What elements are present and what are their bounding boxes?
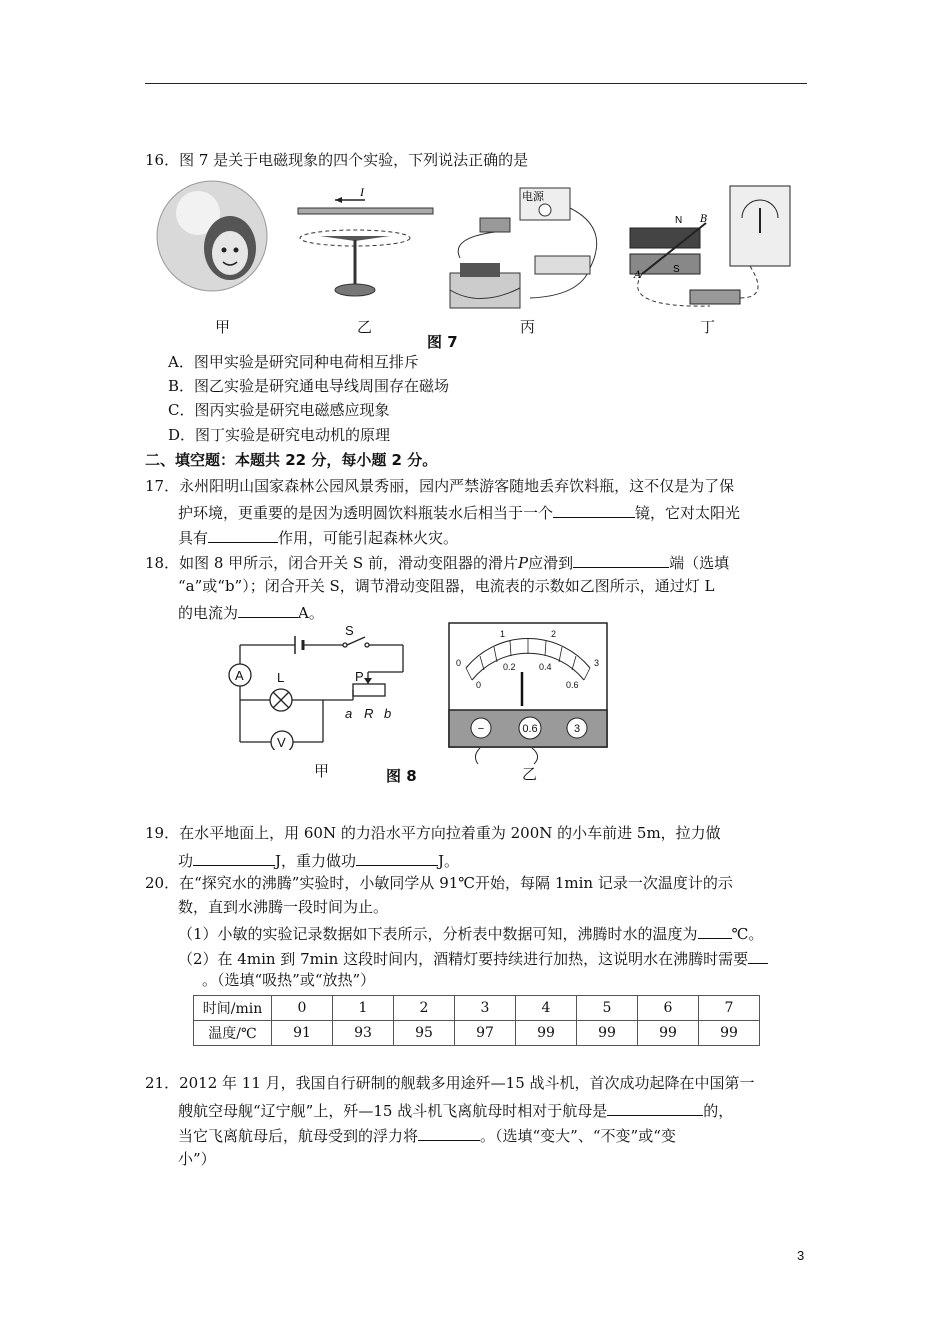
circuit-end-b: b	[384, 706, 392, 721]
q21-line-4: 小”）	[178, 1150, 216, 1168]
q17-text-2a: 护环境，更重要的是因为透明圆饮料瓶装水后相当于一个	[178, 504, 554, 522]
q19-line-1: 19．在水平地面上，用 60N 的力沿水平方向拉着重为 200N 的小车前进 5m，拉力做	[145, 824, 721, 842]
q18-text-3a: 的电流为	[178, 604, 239, 622]
q20-line-1: 20．在“探究水的沸腾”实验时，小敏同学从 91℃开始，每隔 1min 记录一次温度计的示	[145, 874, 733, 892]
q21-text-3a: 当它飞离航母后，航母受到的浮力将	[178, 1127, 419, 1145]
fig7-label-yi: 乙	[357, 318, 373, 336]
circuit-resistor-label: R	[364, 706, 374, 721]
meter-lower-tick-3: 0.6	[566, 680, 579, 690]
page-number: 3	[797, 1248, 805, 1263]
q16-option-b: B．图乙实验是研究通电导线周围存在磁场	[168, 377, 450, 395]
table-row-temp	[194, 1021, 760, 1046]
q18-line-1	[145, 551, 729, 573]
q20-blank-2[interactable]	[748, 947, 768, 964]
q17-line-1: 17．永州阳明山国家森林公园风景秀丽，园内严禁游客随地丢弃饮料瓶，这不仅是为了保	[145, 477, 735, 495]
table-cell: 91	[272, 1021, 333, 1046]
header-rule	[145, 83, 807, 84]
table-cell: 0	[272, 996, 333, 1021]
fig7-n-label: N	[675, 215, 683, 226]
circuit-lamp-label: L	[277, 670, 285, 685]
q20-blank-1[interactable]	[698, 922, 732, 939]
circuit-ammeter-label: A	[235, 668, 244, 683]
table-cell: 1	[333, 996, 394, 1021]
fig7-yi-image	[298, 185, 433, 296]
q17-line-2	[178, 501, 740, 523]
fig7-a-label: A	[634, 270, 642, 281]
fig7-jia-image	[157, 181, 267, 291]
figure-8-meter	[448, 622, 608, 748]
q20-line-2: 数，直到水沸腾一段时间为止。	[178, 898, 389, 916]
fig7-b-label: B	[700, 214, 708, 225]
meter-upper-tick-3: 3	[594, 658, 600, 668]
meter-terminal-negative: −	[477, 723, 485, 735]
q18-line-2: “a”或“b”）；闭合开关 S，调节滑动变阻器，电流表的示数如乙图所示，通过灯 L	[178, 577, 715, 595]
meter-lower-tick-0: 0	[476, 680, 482, 690]
fig8-label-jia: 甲	[314, 762, 330, 780]
circuit-slider-label: P	[355, 669, 364, 684]
q19-text-2a: 功	[178, 852, 194, 870]
fig7-current-label: I	[360, 185, 364, 199]
q16-option-c: C．图丙实验是研究电磁感应现象	[168, 401, 390, 419]
meter-upper-tick-0: 0	[456, 658, 462, 668]
fig7-label-bing: 丙	[520, 318, 536, 336]
meter-terminal-3: 3	[573, 723, 581, 735]
fig7-bing-image	[450, 188, 597, 308]
q21-line-2	[178, 1099, 733, 1121]
q17-text-3b: 作用，可能引起森林火灾。	[278, 529, 459, 547]
q20-sub-2-cont: 。（选填“吸热”或“放热”）	[202, 971, 376, 989]
fig7-power-label: 电源	[522, 190, 544, 203]
fig7-label-jia: 甲	[215, 318, 231, 336]
q19-blank-2[interactable]	[356, 849, 438, 866]
temperature-table	[193, 995, 760, 1046]
table-cell: 99	[516, 1021, 577, 1046]
q21-blank-1[interactable]	[607, 1099, 703, 1116]
table-cell: 4	[516, 996, 577, 1021]
fig7-ding-image	[630, 186, 790, 306]
table-cell: 99	[699, 1021, 760, 1046]
section-2-header: 二、填空题：本题共 22 分，每小题 2 分。	[145, 451, 438, 469]
table-cell: 5	[577, 996, 638, 1021]
q21-line-3	[178, 1124, 676, 1146]
q17-text-3a: 具有	[178, 529, 209, 547]
q18-text-1c: 端（选填	[669, 554, 730, 572]
q18-text-3b: A。	[298, 604, 324, 622]
figure-8-circuit	[225, 620, 415, 750]
q16-option-a: A．图甲实验是研究同种电荷相互排斥	[168, 353, 419, 371]
q16-stem: 16．图 7 是关于电磁现象的四个实验，下列说法正确的是	[145, 151, 529, 169]
table-cell: 99	[638, 1021, 699, 1046]
q20-sub-1	[178, 922, 763, 944]
meter-terminal-0-6: 0.6	[522, 723, 538, 735]
q19-text-2c: J。	[438, 852, 460, 870]
circuit-switch-label: S	[345, 623, 354, 638]
circuit-voltmeter-label: V	[277, 735, 286, 750]
table-header-temp: 温度/℃	[194, 1021, 272, 1046]
table-cell: 99	[577, 1021, 638, 1046]
fig7-title: 图 7	[427, 333, 458, 351]
q21-text-2a: 艘航空母舰“辽宁舰”上，歼—15 战斗机飞离航母时相对于航母是	[178, 1102, 608, 1120]
table-cell: 95	[394, 1021, 455, 1046]
table-cell: 97	[455, 1021, 516, 1046]
table-row-time	[194, 996, 760, 1021]
q17-blank-1[interactable]	[553, 501, 635, 518]
q17-line-3	[178, 526, 458, 548]
q20-text-1a: （1）小敏的实验记录数据如下表所示，分析表中数据可知，沸腾时水的温度为	[178, 925, 698, 943]
table-header-time: 时间/min	[194, 996, 272, 1021]
table-cell: 3	[455, 996, 516, 1021]
q20-sub-2	[178, 947, 768, 969]
q19-text-2b: J，重力做功	[275, 852, 357, 870]
q19-line-2	[178, 849, 459, 871]
fig7-s-label: S	[673, 264, 680, 275]
fig7-label-ding: 丁	[700, 318, 716, 336]
meter-upper-tick-2: 2	[551, 629, 557, 639]
q18-blank-2[interactable]	[238, 601, 298, 618]
q21-line-1: 21．2012 年 11 月，我国自行研制的舰载多用途歼—15 战斗机，首次成功起降在中国第一	[145, 1074, 755, 1092]
meter-lower-tick-1: 0.2	[503, 662, 516, 672]
q18-text-1a: 18．如图 8 甲所示，闭合开关 S 前，滑动变阻器的滑片	[145, 554, 518, 572]
q16-option-d: D．图丁实验是研究电动机的原理	[168, 426, 391, 444]
q17-text-2b: 镜，它对太阳光	[635, 504, 741, 522]
meter-upper-tick-1: 1	[500, 629, 506, 639]
q19-blank-1[interactable]	[193, 849, 275, 866]
q20-text-1b: ℃。	[731, 925, 764, 943]
q20-text-2a: （2）在 4min 到 7min 这段时间内，酒精灯要持续进行加热，这说明水在沸腾时需要	[178, 950, 749, 968]
fig8-title: 图 8	[386, 767, 417, 785]
meter-lower-tick-2: 0.4	[539, 662, 552, 672]
q18-text-1b: 应滑到	[528, 554, 574, 572]
table-cell: 2	[394, 996, 455, 1021]
fig8-label-yi: 乙	[522, 765, 538, 783]
circuit-drawing	[225, 620, 415, 750]
q18-blank-1[interactable]	[573, 551, 669, 568]
q21-blank-2[interactable]	[418, 1124, 480, 1141]
slider-arrow	[364, 678, 372, 684]
q17-blank-2[interactable]	[208, 526, 278, 543]
meter-drawing	[448, 622, 608, 748]
circuit-end-a: a	[345, 706, 353, 721]
q18-p-var: P	[517, 554, 529, 572]
table-cell: 6	[638, 996, 699, 1021]
q21-text-2b: 的，	[703, 1102, 734, 1120]
q21-text-3b: 。（选填“变大”、“不变”或“变	[480, 1127, 676, 1145]
table-cell: 7	[699, 996, 760, 1021]
table-cell: 93	[333, 1021, 394, 1046]
